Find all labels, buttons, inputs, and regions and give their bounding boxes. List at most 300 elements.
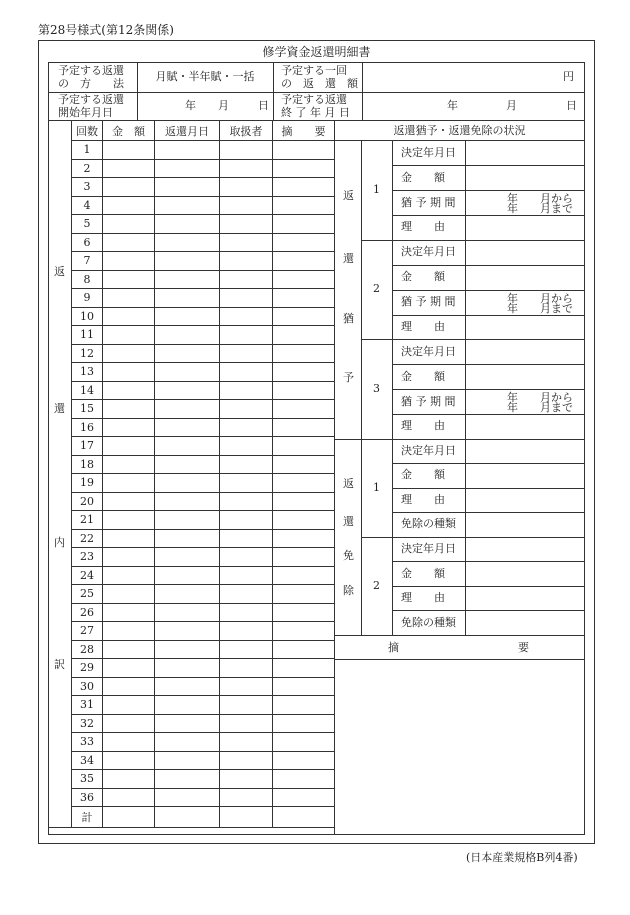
deferral-until-text: 年 月まで bbox=[507, 301, 573, 315]
table-cell[interactable] bbox=[273, 751, 335, 770]
total-label: 計 bbox=[72, 807, 103, 828]
table-row bbox=[49, 566, 335, 585]
row-number: 13 bbox=[72, 363, 103, 382]
deferral-until-text: 年 月まで bbox=[507, 401, 573, 414]
table-cell[interactable] bbox=[103, 455, 155, 474]
table-cell[interactable] bbox=[155, 474, 220, 493]
table-cell[interactable] bbox=[155, 455, 220, 474]
table-row bbox=[49, 196, 335, 215]
table-cell[interactable] bbox=[155, 437, 220, 456]
table-cell[interactable] bbox=[220, 714, 273, 733]
table-cell[interactable] bbox=[103, 252, 155, 271]
exemption-number: 2 bbox=[373, 578, 380, 592]
table-cell[interactable] bbox=[155, 640, 220, 659]
table-cell[interactable] bbox=[103, 659, 155, 678]
deferral-decision-date-label: 決定年月日 bbox=[401, 344, 456, 358]
table-cell[interactable] bbox=[155, 659, 220, 678]
table-cell[interactable] bbox=[155, 326, 220, 345]
table-row bbox=[49, 400, 335, 419]
row-number: 8 bbox=[72, 270, 103, 289]
deferral-amount-field[interactable] bbox=[466, 365, 584, 388]
deferral-section-char: 予 bbox=[343, 371, 354, 384]
row-number: 11 bbox=[72, 326, 103, 345]
table-row bbox=[49, 788, 335, 807]
table-row bbox=[49, 733, 335, 752]
table-cell[interactable] bbox=[273, 622, 335, 641]
row-number: 27 bbox=[72, 622, 103, 641]
table-cell[interactable] bbox=[155, 289, 220, 308]
table-cell[interactable] bbox=[220, 455, 273, 474]
table-cell[interactable] bbox=[220, 511, 273, 530]
table-cell[interactable] bbox=[220, 751, 273, 770]
exemption-amount-field[interactable] bbox=[466, 562, 584, 585]
deferral-reason-label: 理 由 bbox=[401, 419, 445, 433]
summary-line bbox=[334, 659, 585, 660]
table-row bbox=[49, 640, 335, 659]
deferral-from-text: 年 月から bbox=[507, 291, 573, 305]
table-cell[interactable] bbox=[155, 233, 220, 252]
table-row bbox=[49, 603, 335, 622]
exemption-decision-date-label: 決定年月日 bbox=[401, 443, 456, 457]
table-cell[interactable] bbox=[273, 270, 335, 289]
table-cell[interactable] bbox=[155, 622, 220, 641]
row-number: 5 bbox=[72, 215, 103, 234]
table-row bbox=[49, 751, 335, 770]
table-cell[interactable] bbox=[273, 677, 335, 696]
table-cell[interactable] bbox=[155, 714, 220, 733]
table-row bbox=[49, 714, 335, 733]
table-cell[interactable] bbox=[155, 770, 220, 789]
end-day: 日 bbox=[566, 99, 577, 112]
summary-label-a: 摘 bbox=[388, 641, 399, 654]
table-cell[interactable] bbox=[220, 770, 273, 789]
table-cell[interactable] bbox=[155, 159, 220, 178]
exemption-section-char: 返 bbox=[343, 477, 354, 490]
header-vline-2 bbox=[273, 62, 274, 120]
table-cell[interactable] bbox=[155, 511, 220, 530]
table-cell[interactable] bbox=[273, 733, 335, 752]
table-cell[interactable] bbox=[220, 696, 273, 715]
deferral-amount-label: 金 額 bbox=[401, 369, 445, 383]
exemption-amount-label: 金 額 bbox=[401, 566, 445, 580]
exemption-reason-label: 理 由 bbox=[401, 591, 445, 605]
row-number: 23 bbox=[72, 548, 103, 567]
exemption-amount-field[interactable] bbox=[466, 464, 584, 487]
table-cell[interactable] bbox=[220, 548, 273, 567]
exemption-section-char: 除 bbox=[343, 584, 354, 597]
table-row bbox=[49, 178, 335, 197]
exemption-decision-date-label: 決定年月日 bbox=[401, 542, 456, 555]
table-cell[interactable] bbox=[273, 363, 335, 382]
table-row bbox=[49, 474, 335, 493]
table-cell[interactable] bbox=[273, 529, 335, 548]
deferral-deferral-period-label: 猶 予 期 間 bbox=[401, 195, 456, 209]
table-cell[interactable] bbox=[273, 178, 335, 197]
row-number: 32 bbox=[72, 714, 103, 733]
table-cell[interactable] bbox=[220, 307, 273, 326]
table-cell[interactable] bbox=[103, 622, 155, 641]
table-cell[interactable] bbox=[155, 696, 220, 715]
table-row bbox=[49, 437, 335, 456]
table-cell[interactable] bbox=[155, 196, 220, 215]
form-title: 修学資金返還明細書 bbox=[262, 45, 371, 59]
amount-label-1: 予定する一回 bbox=[281, 64, 347, 77]
table-cell[interactable] bbox=[220, 233, 273, 252]
col-date-header: 返還月日 bbox=[155, 121, 220, 141]
row-number: 7 bbox=[72, 252, 103, 271]
table-cell[interactable] bbox=[220, 344, 273, 363]
table-row bbox=[49, 492, 335, 511]
end-year: 年 bbox=[447, 99, 458, 112]
table-cell[interactable] bbox=[220, 270, 273, 289]
table-row bbox=[49, 529, 335, 548]
row-number: 4 bbox=[72, 196, 103, 215]
row-number: 34 bbox=[72, 751, 103, 770]
exemption-reason-field[interactable] bbox=[466, 587, 584, 610]
table-cell[interactable] bbox=[103, 363, 155, 382]
table-cell[interactable] bbox=[220, 196, 273, 215]
table-header-row bbox=[49, 121, 335, 141]
table-cell[interactable] bbox=[220, 363, 273, 382]
table-cell[interactable] bbox=[220, 492, 273, 511]
row-number: 6 bbox=[72, 233, 103, 252]
table-cell[interactable] bbox=[155, 418, 220, 437]
table-cell[interactable] bbox=[273, 603, 335, 622]
table-cell[interactable] bbox=[103, 233, 155, 252]
table-cell[interactable] bbox=[155, 215, 220, 234]
table-cell[interactable] bbox=[155, 400, 220, 419]
exemption-exemption-type-label: 免除の種類 bbox=[401, 517, 456, 531]
table-cell[interactable] bbox=[103, 307, 155, 326]
section-label-cell bbox=[49, 121, 72, 828]
start-day: 日 bbox=[258, 99, 269, 112]
row-number: 19 bbox=[72, 474, 103, 493]
deferral-deferral-period-label: 猶 予 期 間 bbox=[401, 394, 456, 408]
table-cell[interactable] bbox=[103, 603, 155, 622]
deferral-amount-field[interactable] bbox=[466, 166, 584, 189]
table-cell[interactable] bbox=[103, 696, 155, 715]
table-row bbox=[49, 363, 335, 382]
table-cell[interactable] bbox=[103, 529, 155, 548]
table-cell[interactable] bbox=[155, 381, 220, 400]
table-cell[interactable] bbox=[103, 344, 155, 363]
table-cell[interactable] bbox=[273, 196, 335, 215]
table-cell[interactable] bbox=[273, 585, 335, 604]
table-cell[interactable] bbox=[155, 751, 220, 770]
method-label-2: の 方 法 bbox=[58, 77, 124, 90]
table-cell[interactable] bbox=[103, 640, 155, 659]
table-cell[interactable] bbox=[273, 492, 335, 511]
table-cell[interactable] bbox=[155, 788, 220, 807]
table-cell[interactable] bbox=[103, 474, 155, 493]
deferral-decision-date-field[interactable] bbox=[466, 141, 584, 164]
table-cell[interactable] bbox=[103, 400, 155, 419]
col-handler-header: 取扱者 bbox=[220, 121, 273, 141]
table-cell[interactable] bbox=[273, 548, 335, 567]
table-row bbox=[49, 696, 335, 715]
table-cell[interactable] bbox=[220, 437, 273, 456]
col-count-header: 回数 bbox=[72, 121, 103, 141]
table-row bbox=[49, 326, 335, 345]
exemption-amount-label: 金 額 bbox=[401, 468, 445, 482]
exemption-number: 1 bbox=[373, 480, 380, 494]
status-vline-outer bbox=[361, 140, 362, 635]
table-cell[interactable] bbox=[103, 770, 155, 789]
summary-label-b: 要 bbox=[518, 641, 529, 654]
table-cell[interactable] bbox=[103, 548, 155, 567]
deferral-until-text: 年 月まで bbox=[507, 202, 573, 215]
deferral-amount-label: 金 額 bbox=[401, 270, 445, 283]
deferral-reason-label: 理 由 bbox=[401, 220, 445, 234]
table-cell[interactable] bbox=[273, 511, 335, 530]
deferral-reason-field[interactable] bbox=[466, 316, 584, 339]
table-row bbox=[49, 455, 335, 474]
table-cell[interactable] bbox=[103, 714, 155, 733]
table-cell[interactable] bbox=[273, 566, 335, 585]
table-cell[interactable] bbox=[273, 159, 335, 178]
form-number: 第28号様式(第12条関係) bbox=[38, 23, 174, 37]
table-cell[interactable] bbox=[155, 270, 220, 289]
table-cell[interactable] bbox=[103, 511, 155, 530]
table-cell[interactable] bbox=[273, 381, 335, 400]
exemption-exemption-type-label: 免除の種類 bbox=[401, 615, 456, 629]
table-cell[interactable] bbox=[103, 751, 155, 770]
deferral-reason-field[interactable] bbox=[466, 415, 584, 438]
start-label-2: 開始年月日 bbox=[58, 106, 113, 119]
total-cell[interactable] bbox=[273, 807, 335, 828]
table-cell[interactable] bbox=[155, 548, 220, 567]
method-label-1: 予定する返還 bbox=[58, 64, 124, 77]
table-cell[interactable] bbox=[155, 529, 220, 548]
footer-note: (日本産業規格B列4番) bbox=[466, 851, 578, 864]
table-cell[interactable] bbox=[273, 326, 335, 345]
deferral-number: 3 bbox=[373, 381, 380, 395]
row-number: 20 bbox=[72, 492, 103, 511]
table-cell[interactable] bbox=[220, 400, 273, 419]
table-cell[interactable] bbox=[155, 363, 220, 382]
table-cell[interactable] bbox=[273, 400, 335, 419]
table-cell[interactable] bbox=[273, 141, 335, 160]
total-cell[interactable] bbox=[220, 807, 273, 828]
table-row bbox=[49, 289, 335, 308]
table-cell[interactable] bbox=[103, 215, 155, 234]
deferral-number: 2 bbox=[373, 282, 380, 296]
row-number: 3 bbox=[72, 178, 103, 197]
deferral-amount-label: 金 額 bbox=[401, 170, 445, 184]
table-cell[interactable] bbox=[103, 178, 155, 197]
table-cell[interactable] bbox=[103, 566, 155, 585]
deferral-row-line bbox=[392, 290, 585, 291]
table-row bbox=[49, 252, 335, 271]
end-label-2: 終 了 年 月 日 bbox=[281, 106, 350, 119]
row-number: 1 bbox=[72, 141, 103, 160]
deferral-deferral-period-label: 猶 予 期 間 bbox=[401, 295, 456, 308]
table-row bbox=[49, 511, 335, 530]
row-number: 28 bbox=[72, 640, 103, 659]
table-cell[interactable] bbox=[103, 270, 155, 289]
start-month: 月 bbox=[218, 99, 229, 112]
right-divider bbox=[334, 120, 335, 835]
row-number: 14 bbox=[72, 381, 103, 400]
start-label-1: 予定する返還 bbox=[58, 93, 124, 106]
table-cell[interactable] bbox=[273, 215, 335, 234]
table-cell[interactable] bbox=[273, 455, 335, 474]
table-cell[interactable] bbox=[220, 159, 273, 178]
deferral-amount-field[interactable] bbox=[466, 266, 584, 289]
table-cell[interactable] bbox=[220, 178, 273, 197]
table-cell[interactable] bbox=[220, 215, 273, 234]
table-cell[interactable] bbox=[103, 381, 155, 400]
row-number: 21 bbox=[72, 511, 103, 530]
table-cell[interactable] bbox=[273, 770, 335, 789]
col-summary-header: 摘 要 bbox=[273, 121, 335, 141]
table-cell[interactable] bbox=[273, 233, 335, 252]
table-cell[interactable] bbox=[273, 344, 335, 363]
table-cell[interactable] bbox=[273, 474, 335, 493]
table-cell[interactable] bbox=[103, 141, 155, 160]
table-cell[interactable] bbox=[155, 733, 220, 752]
section-char-1: 返 bbox=[54, 265, 65, 278]
method-options: 月賦・半年賦・一括 bbox=[155, 70, 255, 83]
table-row bbox=[49, 233, 335, 252]
table-cell[interactable] bbox=[155, 492, 220, 511]
deferral-decision-date-field[interactable] bbox=[466, 340, 584, 363]
table-cell[interactable] bbox=[220, 326, 273, 345]
table-row bbox=[49, 381, 335, 400]
table-cell[interactable] bbox=[103, 492, 155, 511]
col-amount-header: 金 額 bbox=[103, 121, 155, 141]
exemption-exemption-type-field[interactable] bbox=[466, 513, 584, 536]
table-row bbox=[49, 159, 335, 178]
table-row bbox=[49, 548, 335, 567]
table-cell[interactable] bbox=[273, 289, 335, 308]
row-number: 10 bbox=[72, 307, 103, 326]
row-number: 2 bbox=[72, 159, 103, 178]
table-cell[interactable] bbox=[273, 418, 335, 437]
table-cell[interactable] bbox=[103, 326, 155, 345]
deferral-decision-date-field[interactable] bbox=[466, 241, 584, 264]
exemption-decision-date-field[interactable] bbox=[466, 538, 584, 561]
repayment-table bbox=[48, 120, 335, 828]
table-cell[interactable] bbox=[220, 289, 273, 308]
table-cell[interactable] bbox=[220, 677, 273, 696]
table-cell[interactable] bbox=[220, 252, 273, 271]
table-cell[interactable] bbox=[273, 252, 335, 271]
table-cell[interactable] bbox=[103, 677, 155, 696]
table-cell[interactable] bbox=[103, 437, 155, 456]
table-cell[interactable] bbox=[155, 585, 220, 604]
row-number: 16 bbox=[72, 418, 103, 437]
table-cell[interactable] bbox=[273, 788, 335, 807]
table-cell[interactable] bbox=[103, 788, 155, 807]
deferral-row-line bbox=[392, 190, 585, 191]
table-row bbox=[49, 307, 335, 326]
summary-top bbox=[334, 635, 585, 636]
section-char-3: 内 bbox=[54, 536, 65, 549]
deferral-reason-field[interactable] bbox=[466, 216, 584, 239]
row-number: 36 bbox=[72, 788, 103, 807]
table-cell[interactable] bbox=[155, 141, 220, 160]
table-cell[interactable] bbox=[220, 659, 273, 678]
end-month: 月 bbox=[506, 99, 517, 112]
table-cell[interactable] bbox=[220, 788, 273, 807]
table-cell[interactable] bbox=[220, 566, 273, 585]
deferral-section-char: 返 bbox=[343, 189, 354, 202]
table-cell[interactable] bbox=[103, 733, 155, 752]
table-cell[interactable] bbox=[273, 640, 335, 659]
table-cell[interactable] bbox=[220, 418, 273, 437]
table-cell[interactable] bbox=[103, 159, 155, 178]
table-cell[interactable] bbox=[155, 603, 220, 622]
table-cell[interactable] bbox=[155, 344, 220, 363]
row-number: 31 bbox=[72, 696, 103, 715]
table-cell[interactable] bbox=[103, 196, 155, 215]
table-cell[interactable] bbox=[220, 529, 273, 548]
table-row bbox=[49, 585, 335, 604]
table-cell[interactable] bbox=[273, 696, 335, 715]
table-cell[interactable] bbox=[155, 307, 220, 326]
table-cell[interactable] bbox=[273, 714, 335, 733]
table-row bbox=[49, 344, 335, 363]
table-row bbox=[49, 770, 335, 789]
table-cell[interactable] bbox=[155, 566, 220, 585]
deferral-decision-date-label: 決定年月日 bbox=[401, 145, 456, 159]
exemption-decision-date-field[interactable] bbox=[466, 440, 584, 463]
table-cell[interactable] bbox=[155, 677, 220, 696]
total-cell[interactable] bbox=[103, 807, 155, 828]
exemption-section-char: 還 bbox=[343, 515, 354, 528]
total-cell[interactable] bbox=[155, 807, 220, 828]
row-number: 12 bbox=[72, 344, 103, 363]
table-cell[interactable] bbox=[220, 622, 273, 641]
table-cell[interactable] bbox=[103, 585, 155, 604]
table-cell[interactable] bbox=[103, 289, 155, 308]
row-number: 30 bbox=[72, 677, 103, 696]
table-cell[interactable] bbox=[220, 585, 273, 604]
table-cell[interactable] bbox=[220, 474, 273, 493]
table-cell[interactable] bbox=[155, 178, 220, 197]
section-char-2: 還 bbox=[54, 402, 65, 415]
yen-label: 円 bbox=[563, 70, 574, 83]
row-number: 9 bbox=[72, 289, 103, 308]
exemption-exemption-type-field[interactable] bbox=[466, 611, 584, 634]
row-number: 24 bbox=[72, 566, 103, 585]
table-cell[interactable] bbox=[273, 307, 335, 326]
row-number: 35 bbox=[72, 770, 103, 789]
table-row bbox=[49, 622, 335, 641]
table-cell[interactable] bbox=[273, 659, 335, 678]
row-number: 25 bbox=[72, 585, 103, 604]
row-number: 26 bbox=[72, 603, 103, 622]
table-cell[interactable] bbox=[220, 381, 273, 400]
table-cell[interactable] bbox=[103, 418, 155, 437]
table-cell[interactable] bbox=[220, 603, 273, 622]
table-row bbox=[49, 270, 335, 289]
table-cell[interactable] bbox=[273, 437, 335, 456]
deferral-row-line bbox=[392, 389, 585, 390]
table-cell[interactable] bbox=[220, 141, 273, 160]
deferral-section-char: 猶 bbox=[343, 312, 354, 325]
table-cell[interactable] bbox=[155, 252, 220, 271]
table-row bbox=[49, 659, 335, 678]
table-cell[interactable] bbox=[220, 733, 273, 752]
table-cell[interactable] bbox=[220, 640, 273, 659]
total-row bbox=[49, 807, 335, 828]
exemption-reason-field[interactable] bbox=[466, 489, 584, 512]
header-vline-3 bbox=[362, 62, 363, 120]
deferral-number: 1 bbox=[373, 182, 380, 196]
table-row bbox=[49, 418, 335, 437]
